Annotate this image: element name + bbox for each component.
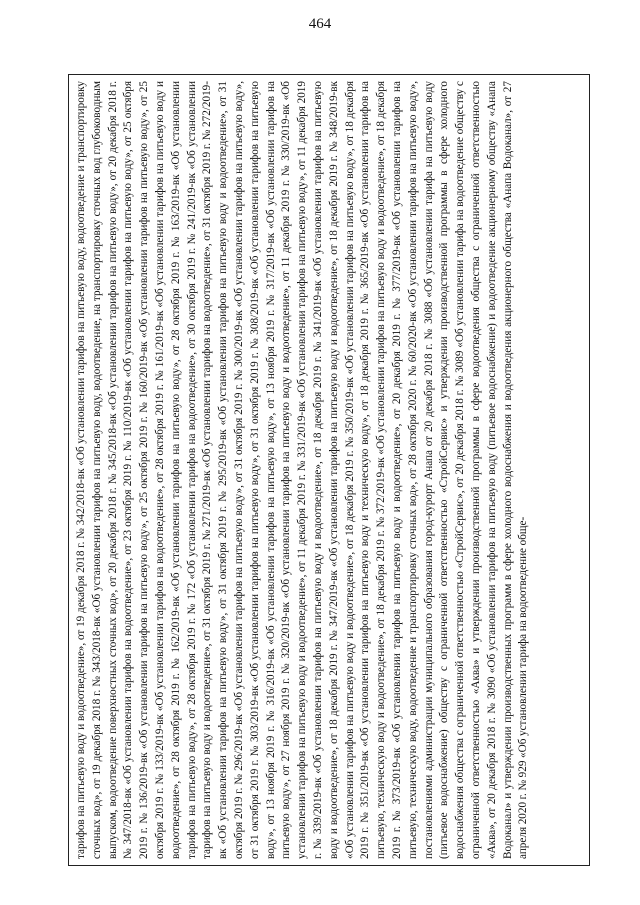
table-cell-frame (68, 74, 590, 866)
page-number: 464 (308, 16, 332, 32)
rotated-text-block (74, 81, 584, 859)
table-cell-text: тарифов на питьевую воду и водоотведение», от 19 декабря 2018 г. № 342/2018-вк «Об установлении тарифов на питьевую воду, водоотведение и транспортировку сточных вод», от 19 декабря 2018 г. № 343/2018-вк «Об установлении тарифов на питьевую воду, водоотведение, на транспортировку сточных вод глубоководным выпуском, водоотведение поверхностных сточных вод», от 20 декабря 2018 г. № 345/2018-вк «Об установлении тарифов на питьевую воду», от 20 декабря 2018 г. № 347/2018-вк «Об установлении тарифов на водоотведение», от 23 октября 2019 г. № 110/2019-вк «Об установлении тарифов на питьевую воду», от 25 октября 2019 г. № 136/2019-вк «Об установлении тарифов на питьевую воду», от 25 октября 2019 г. № 160/2019-вк «Об установлении тарифов на питьевую воду», от 25 октября 2019 г. № 133/2019-вк «Об установлении тарифов на водоотведение», от 28 октября 2019 г. № 161/2019-вк «Об установлении тарифов на питьевую воду и водоотведение», от 28 октября 2019 г. № 162/2019-вк «Об установлении тарифов на питьевую воду», от 28 октября 2019 г. № 163/2019-вк «Об установлении тарифов на питьевую воду», от 28 октября 2019 г. № 172 «Об установлении тарифов на водоотведение», от 30 октября 2019 г. № 241/2019-вк «Об установлении тарифов на питьевую воду и водоотведение», от 31 октября 2019 г. № 271/2019-вк «Об установлении тарифов на водоотведение», от 31 октября 2019 г. № 272/2019-вк «Об установлении тарифов на питьевую воду», от 31 октября 2019 г. № 295/2019-вк «Об установлении тарифов на питьевую воду и водоотведение», от 31 октября 2019 г. № 296/2019-вк «Об установлении тарифов на питьевую воду», от 31 октября 2019 г. № 300/2019-вк «Об установлении тарифов на питьевую воду», от 31 октября 2019 г. № 303/2019-вк «Об установлении тарифов на питьевую воду», от 31 октября 2019 г. № 308/2019-вк «Об установлении тарифов на питьевую воду», от 13 ноября 2019 г. № 316/2019-вк «Об установлении тарифов на питьевую воду», от 13 ноября 2019 г. № 317/2019-вк «Об установлении тарифов на питьевую воду», от 27 ноября 2019 г. № 320/2019-вк «Об установлении тарифов на питьевую воду и водоотведение», от 11 декабря 2019 г. № 330/2019-вк «Об установлении тарифов на питьевую воду и водоотведение», от 11 декабря 2019 г. № 331/2019-вк «Об установлении тарифов на питьевую воду», от 11 декабря 2019 г. № 339/2019-вк «Об установлении тарифов на питьевую воду и водоотведение», от 18 декабря 2019 г. № 341/2019-вк «Об установлении тарифов на питьевую воду и водоотведение», от 18 декабря 2019 г. № 347/2019-вк «Об установлении тарифов на питьевую воду и водоотведение», от 18 декабря 2019 г. № 348/2019-вк «Об установлении тарифов на питьевую воду и водоотведение», от 18 декабря 2019 г. № 350/2019-вк «Об установлении тарифов на питьевую воду», от 18 декабря 2019 г. № 351/2019-вк «Об установлении тарифов на питьевую воду и техническую воду», от 18 декабря 2019 г. № 365/2019-вк «Об установлении тарифов на питьевую, техническую воду и водоотведение», от 18 декабря 2019 г. № 372/2019-вк «Об установлении тарифов на питьевую воду и водоотведение», от 18 декабря 2019 г. № 373/2019-вк «Об установлении тарифов на питьевую воду и водоотведение», от 20 декабря 2019 г. № 377/2019-вк «Об установлении тарифов на питьевую, техническую воду, водоотведение и транспортировку сточных вод», от 28 октября 2020 г. № 60/2020-вк «Об установлении тарифов на питьевую воду», постановлениями администрации муниципального образования город-курорт Анапа от 20 декабря 2018 г. № 3088 «Об установлении тарифа на питьевую воду (питьевое водоснабжение) обществу с ограниченной ответственностью «СтройСервис» и утверждении производственной программы в сфере холодного водоснабжения общества с ограниченной ответственностью «СтройСервис», от 20 декабря 2018 г. № 3089 «Об установлении тарифа на водоотведение обществу с ограниченной ответственностью «Аква» и утверждении производственной программы в сфере водоотведения общества с ограниченной ответственностью «Аква», от 20 декабря 2018 г. № 3090 «Об установлении тарифов на питьевую воду (питьевое водоснабжение) и водоотведение акционерному обществу «Анапа Водоканал» и утверждении производственных программ в сфере холодного водоснабжения и водоотведения акционерного общества «Анапа Водоканал», от 27 апреля 2020 г. № 929 «Об установлении тарифа на водоотведение обще- (75, 81, 530, 859)
